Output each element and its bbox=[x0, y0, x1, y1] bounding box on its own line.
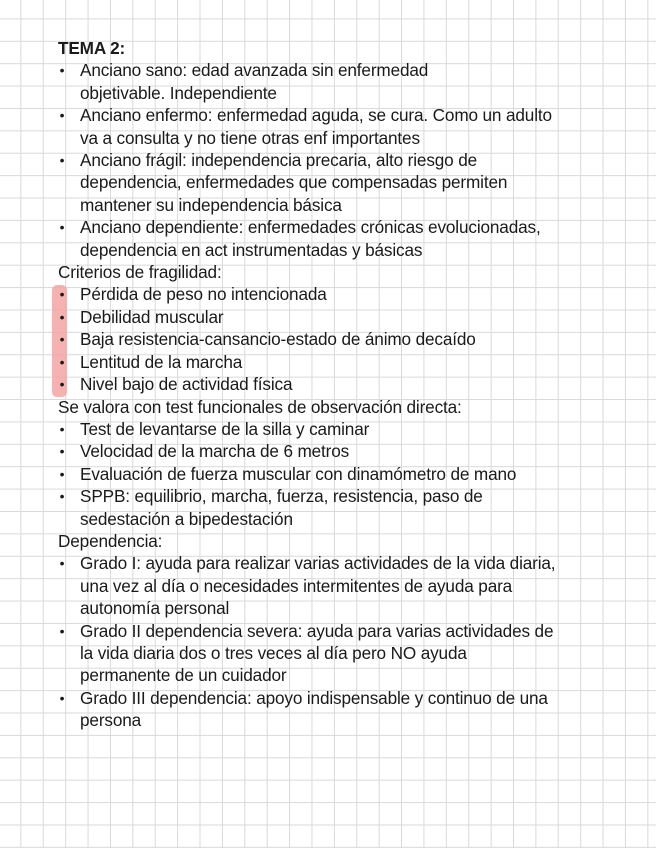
list-item: • Anciano sano: edad avanzada sin enfermedad objetivable. Independiente bbox=[58, 59, 500, 104]
list-item: • Debilidad muscular bbox=[58, 306, 648, 328]
ancianos-list bbox=[58, 59, 648, 261]
list-item: • Nivel bajo de actividad física bbox=[58, 373, 648, 395]
list-item: • Grado II dependencia severa: ayuda para varias actividades de la vida diaria dos o tres veces al día pero NO ayuda permanente de un cuidador bbox=[58, 620, 560, 687]
list-item: • Grado I: ayuda para realizar varias actividades de la vida diaria, una vez al día o necesidades intermitentes de ayuda para autonomía personal bbox=[58, 552, 560, 619]
list-item: • Grado III dependencia: apoyo indispensable y continuo de una persona bbox=[58, 687, 560, 732]
list-item: • Test de levantarse de la silla y caminar bbox=[58, 418, 648, 440]
criterios-list bbox=[58, 283, 648, 395]
list-item: • Anciano frágil: independencia precaria, alto riesgo de dependencia, enfermedades que compensadas permiten mantener su independencia básica bbox=[58, 149, 572, 216]
criterios-block bbox=[58, 283, 648, 395]
note-page bbox=[58, 37, 648, 732]
criterios-heading: Criterios de fragilidad: bbox=[58, 262, 222, 283]
list-item: • Velocidad de la marcha de 6 metros bbox=[58, 440, 648, 462]
list-item: • Anciano dependiente: enfermedades crónicas evolucionadas, dependencia en act instrumentadas y básicas bbox=[58, 216, 550, 261]
list-item: • Evaluación de fuerza muscular con dinamómetro de mano bbox=[58, 463, 620, 485]
tests-heading: Se valora con test funcionales de observación directa: bbox=[58, 396, 462, 417]
page-title: TEMA 2: bbox=[58, 38, 126, 58]
list-item: • Pérdida de peso no intencionada bbox=[58, 283, 648, 305]
dependencia-list bbox=[58, 552, 648, 731]
dependencia-heading: Dependencia: bbox=[58, 530, 163, 551]
list-item: • SPPB: equilibrio, marcha, fuerza, resistencia, paso de sedestación a bipedestación bbox=[58, 485, 560, 530]
list-item: • Anciano enfermo: enfermedad aguda, se cura. Como un adulto va a consulta y no tiene otras enf importantes bbox=[58, 104, 560, 149]
list-item: • Baja resistencia-cansancio-estado de ánimo decaído bbox=[58, 328, 648, 350]
list-item: • Lentitud de la marcha bbox=[58, 351, 648, 373]
tests-list bbox=[58, 418, 648, 530]
